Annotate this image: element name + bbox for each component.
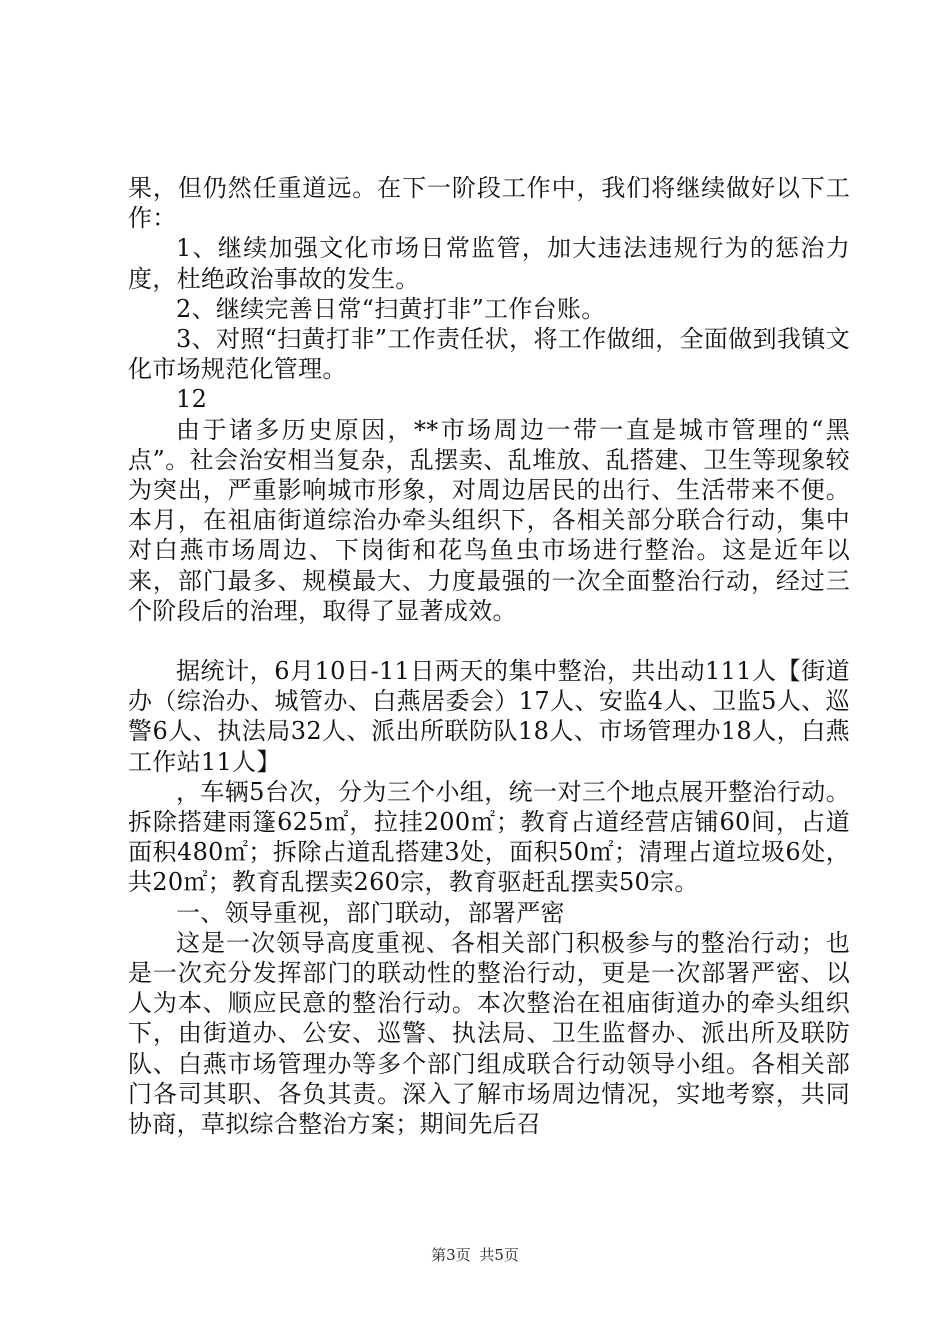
paragraph-item-1: 1、继续加强文化市场日常监管，加大违法违规行为的惩治力度，杜绝政治事故的发生。 (128, 234, 850, 293)
paragraph-results: ，车辆5台次，分为三个小组，统一对三个地点展开整治行动。拆除搭建雨篷625㎡，拉挂200㎡；教育占道经营店铺60间，占道面积480㎡；拆除占道乱搭建3处，面积50㎡；清理占道垃圾6处，共20㎡；教育乱摆卖260宗，教育驱赶乱摆卖50宗。 (128, 777, 850, 897)
paragraph-intro: 由于诸多历史原因，**市场周边一带一直是城市管理的“黑点”。社会治安相当复杂，乱摆卖、乱堆放、乱搭建、卫生等现象较为突出，严重影响城市形象，对周边居民的出行、生活带来不便。本月，在祖庙街道综治办牵头组织下，各相关部分联合行动，集中对白燕市场周边、下岗街和花鸟鱼虫市场进行整治。这是近年以来，部门最多、规模最大、力度最强的一次全面整治行动，经过三个阶段后的治理，取得了显著成效。 (128, 415, 850, 625)
paragraph-statistics: 据统计，6月10日-11日两天的集中整治，共出动111人【街道办（综治办、城管办、白燕居委会）17人、安监4人、卫监5人、巡警6人、执法局32人、派出所联防队18人、市场管理办18人，白燕工作站11人】 (128, 657, 850, 776)
page-total: 共5页 (479, 1246, 519, 1264)
section-heading: 一、领导重视，部门联动，部署严密 (176, 898, 565, 927)
paragraph-item-3: 3、对照“扫黄打非”工作责任状，将工作做细，全面做到我镇文化市场规范化管理。 (128, 325, 850, 384)
paragraph-leadership: 这是一次领导高度重视、各相关部门积极参与的整治行动；也是一次充分发挥部门的联动性的整治行动，更是一次部署严密、以人为本、顺应民意的整治行动。本次整治在祖庙街道办的牵头组织下，由街道办、公安、巡警、执法局、卫生监督办、派出所及联防队、白燕市场管理办等多个部门组成联合行动领导小组。各相关部门各司其职、各负其责。深入了解市场周边情况，实地考察，共同协商，草拟综合整治方案；期间先后召 (128, 928, 850, 1139)
page-number: 第3页 (431, 1246, 471, 1264)
paragraph-item-2: 2、继续完善日常“扫黄打非”工作台账。 (176, 294, 606, 323)
document-body (128, 173, 850, 1139)
page-footer (0, 1244, 950, 1265)
paragraph-continuation: 果，但仍然任重道远。在下一阶段工作中，我们将继续做好以下工作： (128, 174, 850, 233)
section-number: 12 (176, 385, 208, 414)
